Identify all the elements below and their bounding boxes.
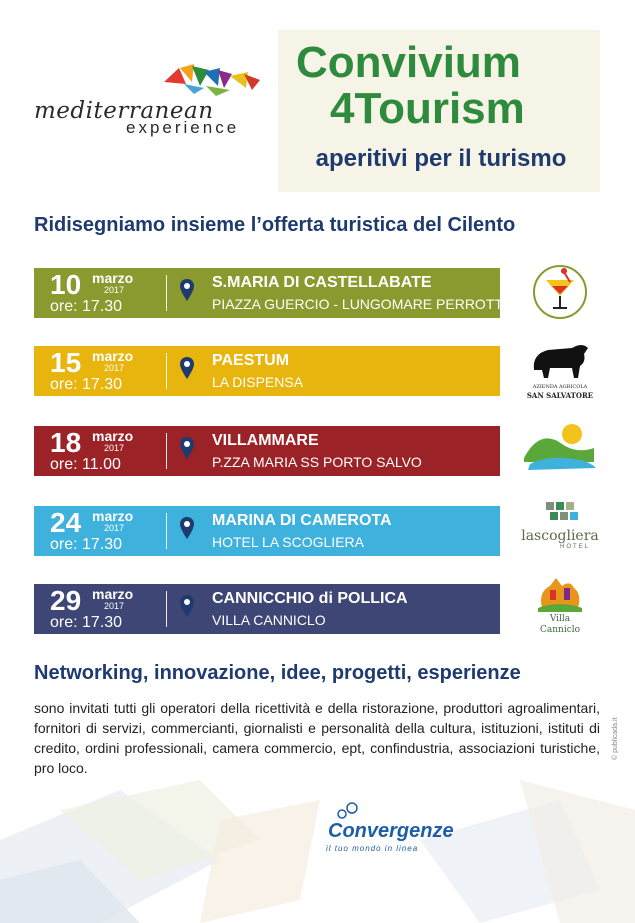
scogliera-name: lascogliera: [521, 528, 599, 544]
event-day: 29: [50, 585, 82, 616]
event-place: MARINA DI CAMEROTA: [212, 512, 392, 529]
buffalo-icon: [520, 340, 600, 382]
convergenze-sub: il tuo mondo in linea: [326, 844, 419, 853]
venue-logo-san-salvatore: [520, 340, 600, 404]
event-address: VILLA CANNICLO: [212, 612, 326, 628]
networking-title: Networking, innovazione, idee, progetti, esperienze: [34, 662, 521, 684]
location-pin-icon: [180, 517, 194, 539]
event-row: [34, 506, 500, 556]
event-place: CANNICCHIO di POLLICA: [212, 590, 408, 607]
venue-logo-la-scogliera: [520, 498, 600, 562]
convergenze-name: Convergenze: [328, 820, 454, 842]
hotel-icon: [520, 498, 600, 530]
mosaic-icon: [34, 62, 274, 102]
event-divider: [166, 353, 167, 389]
villa-icon: [520, 574, 600, 614]
event-month: marzo: [92, 586, 134, 602]
event-month: marzo: [92, 428, 134, 444]
event-year: 2017: [104, 523, 125, 533]
venue-logo-villammare: [520, 418, 600, 482]
event-divider: [166, 433, 167, 469]
location-pin-icon: [180, 357, 194, 379]
event-time: ore: 11.00: [50, 456, 121, 473]
event-day: 15: [50, 347, 82, 378]
location-pin-icon: [180, 595, 194, 617]
decorative-mosaic-background: [0, 780, 635, 923]
event-row: [34, 268, 507, 318]
event-divider: [166, 275, 167, 311]
villa-line2: Canniclo: [539, 625, 581, 635]
event-place: PAESTUM: [212, 352, 290, 369]
event-address: PIAZZA GUERCIO - LUNGOMARE PERROTTI: [212, 296, 507, 312]
event-divider: [166, 591, 167, 627]
event-year: 2017: [104, 601, 125, 611]
event-day: 18: [50, 427, 82, 458]
event-year: 2017: [104, 443, 125, 453]
event-year: 2017: [104, 363, 125, 373]
invitation-description: sono invitati tutti gli operatori della ricettività e della ristorazione, produttori agroalimentari, fornitori di servizi, commercianti, giornalisti e personalità della cultura, istituzioni, istituti di credito, ordini professionali, camera commercio, ept, confindustria, associazioni turistiche, pro loco.: [34, 700, 600, 776]
event-place: VILLAMMARE: [212, 432, 319, 449]
scogliera-sub: HOTEL: [559, 544, 590, 550]
venue-logo-castellabate: [520, 262, 600, 326]
event-address: HOTEL LA SCOGLIERA: [212, 534, 364, 550]
event-time: ore: 17.30: [50, 376, 123, 393]
title-line-2: 4Tourism: [330, 84, 525, 133]
convergenze-logo: [320, 800, 460, 860]
event-month: marzo: [92, 348, 134, 364]
credit-text: © publicada.it: [612, 717, 619, 760]
title-line-1: Convivium: [296, 38, 521, 87]
san-salvatore-line2: SAN SALVATORE: [526, 391, 594, 400]
logo-text-experience: experience: [126, 118, 240, 137]
event-day: 10: [50, 269, 82, 300]
location-pin-icon: [180, 437, 194, 459]
event-address: P.ZZA MARIA SS PORTO SALVO: [212, 454, 422, 470]
location-pin-icon: [180, 279, 194, 301]
event-row: [34, 584, 500, 634]
event-place: S.MARIA DI CASTELLABATE: [212, 274, 432, 291]
event-month: marzo: [92, 508, 134, 524]
event-year: 2017: [104, 285, 125, 295]
san-salvatore-line1: AZIENDA AGRICOLA: [532, 384, 588, 390]
villa-line1: Villa: [549, 614, 571, 624]
event-row: [34, 346, 500, 396]
bubbles-icon: [334, 800, 374, 822]
subtitle: aperitivi per il turismo: [315, 145, 567, 172]
venue-logo-villa-canniclo: [520, 574, 600, 638]
mediterranean-experience-logo: [34, 62, 274, 142]
cocktail-icon: [520, 262, 600, 326]
main-title: [296, 40, 525, 132]
hills-icon: [520, 418, 600, 474]
event-time: ore: 17.30: [50, 614, 123, 631]
event-time: ore: 17.30: [50, 536, 123, 553]
logo-text-mediterranean: mediterranean: [34, 98, 214, 124]
event-time: ore: 17.30: [50, 298, 123, 315]
event-address: LA DISPENSA: [212, 374, 304, 390]
tagline: Ridisegniamo insieme l’offerta turistica del Cilento: [34, 214, 516, 236]
event-day: 24: [50, 507, 82, 538]
event-divider: [166, 513, 167, 549]
event-row: [34, 426, 500, 476]
event-month: marzo: [92, 270, 134, 286]
